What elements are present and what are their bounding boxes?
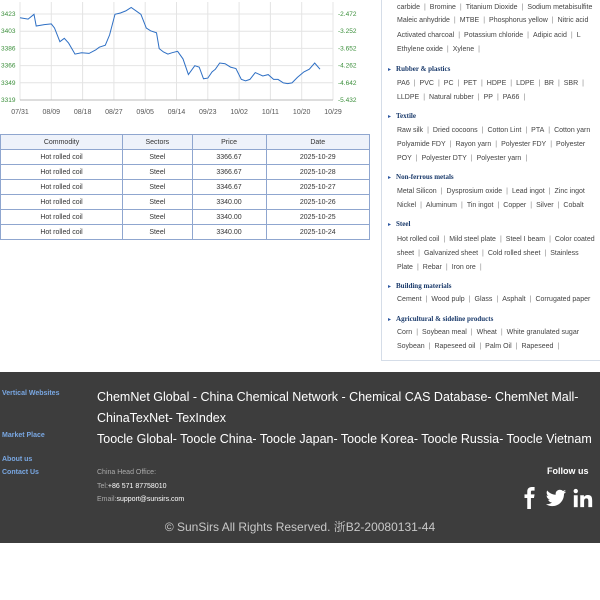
category-item-row: [397, 155, 531, 162]
table-row: [1, 225, 370, 240]
category-item-link[interactable]: Rapeseed: [521, 343, 554, 350]
separator: |: [499, 236, 502, 243]
cell-sector: Steel: [123, 195, 193, 210]
y-right-tick-label: -4.262: [338, 62, 357, 70]
separator: |: [428, 343, 431, 350]
separator: |: [521, 4, 524, 11]
category-item-link[interactable]: Xylene: [452, 46, 475, 53]
separator: |: [470, 329, 473, 336]
site-footer: [0, 372, 600, 543]
separator: |: [483, 17, 486, 24]
separator: |: [478, 46, 480, 53]
table-row: [1, 150, 370, 165]
category-item-link[interactable]: Palm Oil: [485, 343, 512, 350]
category-item-link[interactable]: Tin ingot: [466, 202, 494, 209]
separator: |: [496, 94, 499, 101]
category-item-link[interactable]: BR: [544, 80, 554, 87]
copyright-text: © SunSirs All Rights Reserved. 浙B2-20080131-44: [164, 520, 436, 534]
y-right-tick-label: -3.252: [338, 28, 357, 36]
follow-us-label: Follow us: [547, 466, 589, 476]
col-header-price: Price: [192, 135, 266, 150]
cell-sector: Steel: [123, 150, 193, 165]
separator: |: [458, 32, 461, 39]
separator: |: [557, 202, 560, 209]
x-tick-label: 10/20: [292, 109, 311, 116]
separator: |: [443, 236, 446, 243]
category-item-row: [397, 141, 585, 148]
category-item-link[interactable]: Color coated: [554, 236, 595, 243]
separator: |: [418, 250, 420, 257]
separator: |: [415, 155, 418, 162]
separator: |: [510, 80, 513, 87]
separator: |: [480, 80, 483, 87]
cell-date: 2025-10-29: [266, 150, 369, 165]
category-item-row: [397, 17, 588, 24]
separator: |: [423, 4, 426, 11]
category-item-link[interactable]: LLDPE: [397, 94, 420, 101]
phone-number: +86 571 87758010: [107, 483, 167, 490]
category-item-link[interactable]: POY: [397, 155, 412, 162]
category-item-link[interactable]: Galvanized sheet: [423, 250, 479, 257]
category-item-link[interactable]: Stainless: [550, 250, 579, 257]
cell-commodity[interactable]: Hot rolled coil: [1, 180, 123, 195]
category-item-link[interactable]: Polyester FDY: [501, 141, 547, 148]
category-item-row: [397, 343, 563, 350]
cell-date: 2025-10-27: [266, 180, 369, 195]
category-item-link[interactable]: Bromine: [429, 4, 456, 11]
category-item-link[interactable]: Dysprosium oxide: [446, 188, 503, 195]
category-item-link[interactable]: L: [576, 32, 581, 39]
y-left-tick-label: 3319: [1, 97, 16, 104]
category-item-link[interactable]: SBR: [563, 80, 579, 87]
separator: |: [548, 188, 551, 195]
separator: |: [506, 188, 508, 195]
cell-date: 2025-10-24: [266, 225, 369, 240]
category-item-row: [397, 202, 584, 209]
category-item-link[interactable]: Rapeseed oil: [434, 343, 476, 350]
category-item-link[interactable]: Cold rolled sheet: [487, 250, 541, 257]
category-item-row: [397, 250, 579, 257]
category-item-link[interactable]: Plate: [397, 264, 413, 271]
separator: |: [481, 127, 484, 134]
category-item-row: [397, 296, 590, 303]
category-item-link[interactable]: Cotton yarn: [554, 127, 591, 134]
category-item-link[interactable]: Natural rubber: [429, 94, 474, 101]
category-item-link[interactable]: Wood pulp: [431, 296, 465, 303]
table-row: [1, 165, 370, 180]
category-item-row: [397, 80, 588, 87]
x-tick-label: 07/31: [11, 109, 29, 116]
email-address[interactable]: support@sunsirs.com: [116, 496, 185, 503]
separator: |: [477, 94, 480, 101]
separator: |: [500, 329, 503, 336]
cell-price: 3340.00: [192, 210, 266, 225]
separator: |: [530, 202, 533, 209]
x-tick-label: 08/09: [42, 109, 61, 116]
category-item-link[interactable]: Cotton Lint: [487, 127, 522, 134]
category-item-link[interactable]: Copper: [503, 202, 527, 209]
separator: |: [544, 250, 547, 257]
category-item-link[interactable]: PC: [443, 80, 454, 87]
category-item-link[interactable]: Steel I beam: [505, 236, 546, 243]
category-item-link[interactable]: Hot rolled coil: [397, 236, 440, 243]
separator: |: [523, 94, 526, 101]
cell-price: 3340.00: [192, 195, 266, 210]
separator: |: [413, 80, 416, 87]
category-item-link[interactable]: Phosphorus yellow: [489, 17, 548, 24]
vertical-websites-label: Vertical Websites: [2, 390, 60, 397]
linkedin-icon[interactable]: [572, 487, 594, 509]
separator: |: [427, 127, 429, 134]
y-left-tick-label: 3386: [1, 45, 16, 53]
x-tick-label: 10/29: [324, 109, 342, 116]
x-tick-label: 08/27: [105, 109, 123, 116]
contact-us-link[interactable]: Contact Us: [2, 469, 39, 476]
separator: |: [446, 46, 449, 53]
category-title[interactable]: ▸ Textile: [388, 112, 416, 120]
category-item-link[interactable]: Sodium metabisulfite: [527, 4, 593, 11]
y-left-tick-label: 3349: [1, 79, 16, 87]
head-office-label: China Head Office:: [97, 469, 157, 476]
market-place-label: Market Place: [2, 432, 45, 439]
cell-sector: Steel: [123, 210, 193, 225]
category-item-link[interactable]: LDPE: [516, 80, 535, 87]
separator: |: [416, 329, 419, 336]
category-item-link[interactable]: PET: [463, 80, 477, 87]
col-header-commodity: Commodity: [1, 135, 123, 150]
x-tick-label: 09/05: [136, 109, 154, 116]
table-row: [1, 210, 370, 225]
category-item-link[interactable]: Maleic anhydride: [397, 17, 450, 24]
separator: |: [550, 141, 553, 148]
cell-sector: Steel: [123, 225, 193, 240]
col-header-sectors: Sectors: [123, 135, 193, 150]
category-item-link[interactable]: Polyamide FDY: [397, 141, 446, 148]
table-row: [1, 195, 370, 210]
y-right-tick-label: -4.642: [338, 79, 357, 87]
y-left-tick-label: 3403: [1, 28, 16, 36]
category-item-link[interactable]: HDPE: [486, 80, 507, 87]
category-item-link[interactable]: PP: [483, 94, 493, 101]
twitter-icon[interactable]: [545, 487, 567, 509]
category-item-link[interactable]: Cobalt: [563, 202, 584, 209]
separator: |: [459, 4, 462, 11]
y-left-tick-label: 3423: [1, 11, 16, 18]
category-item-link[interactable]: Dried cocoons: [432, 127, 478, 134]
category-item-link[interactable]: Zinc ingot: [554, 188, 585, 195]
category-item-link[interactable]: Silver: [536, 202, 554, 209]
cell-commodity[interactable]: Hot rolled coil: [1, 165, 123, 180]
y-right-tick-label: -5.432: [338, 97, 357, 104]
category-item-link[interactable]: PVC: [419, 80, 434, 87]
category-title[interactable]: ▸ Non-ferrous metals: [388, 173, 454, 181]
table-row: [1, 180, 370, 195]
cell-price: 3366.67: [192, 165, 266, 180]
category-item-link[interactable]: Rebar: [422, 264, 442, 271]
category-item-link[interactable]: Raw silk: [397, 127, 424, 134]
cell-price: 3346.67: [192, 180, 266, 195]
separator: |: [497, 202, 500, 209]
category-item-link[interactable]: Rayon yarn: [455, 141, 492, 148]
separator: |: [461, 202, 463, 209]
cell-commodity[interactable]: Hot rolled coil: [1, 225, 123, 240]
category-item-link[interactable]: Lead ingot: [511, 188, 545, 195]
category-item-link[interactable]: Potassium chloride: [464, 32, 524, 39]
separator: |: [457, 80, 460, 87]
y-right-tick-label: -3.652: [338, 45, 357, 53]
category-item-link[interactable]: Polyester: [556, 141, 586, 148]
separator: |: [440, 188, 443, 195]
col-header-date: Date: [266, 135, 369, 150]
table-header-row: [1, 135, 370, 150]
category-item-row: [397, 4, 592, 11]
separator: |: [495, 141, 498, 148]
cell-date: 2025-10-25: [266, 210, 369, 225]
category-item-link[interactable]: PA6: [397, 80, 410, 87]
category-item-row: [397, 46, 484, 53]
cell-commodity[interactable]: Hot rolled coil: [1, 210, 123, 225]
cell-price: 3366.67: [192, 150, 266, 165]
category-item-link[interactable]: Mild steel plate: [449, 236, 496, 243]
category-item-link[interactable]: Corn: [397, 329, 413, 336]
separator: |: [437, 80, 440, 87]
vertical-websites-links-2[interactable]: ChinaTexNet- TexIndex: [97, 411, 227, 425]
category-item-link[interactable]: White granulated sugar: [506, 329, 580, 336]
x-tick-label: 09/14: [167, 109, 186, 116]
category-item-row: [397, 329, 579, 336]
category-item-link[interactable]: Corrugated paper: [535, 296, 591, 303]
category-item-link[interactable]: Glass: [474, 296, 493, 303]
category-item-link[interactable]: Metal Silicon: [397, 188, 437, 195]
phone-info: [97, 483, 167, 490]
price-series-line: [20, 8, 320, 84]
separator: |: [557, 343, 560, 350]
cell-price: 3340.00: [192, 225, 266, 240]
category-item-link[interactable]: Soybean: [397, 343, 425, 350]
separator: |: [416, 264, 419, 271]
email-label: Email:: [97, 496, 117, 503]
category-item-link[interactable]: Iron ore: [451, 264, 476, 271]
category-title[interactable]: ▸ Steel: [388, 220, 410, 228]
separator: |: [470, 155, 473, 162]
separator: |: [453, 17, 456, 24]
separator: |: [479, 343, 482, 350]
category-item-link[interactable]: Aluminum: [425, 202, 458, 209]
separator: |: [423, 94, 426, 101]
category-item-row: [397, 32, 581, 39]
category-item-row: [397, 94, 529, 101]
commodity-category-panel: [381, 0, 600, 361]
cell-sector: Steel: [123, 180, 193, 195]
separator: |: [449, 141, 452, 148]
separator: |: [425, 296, 428, 303]
separator: |: [570, 32, 573, 39]
y-right-tick-label: -2.472: [338, 11, 357, 18]
category-item-link[interactable]: Soybean meal: [422, 329, 467, 336]
category-item-link[interactable]: Polyester DTY: [421, 155, 467, 162]
x-tick-label: 10/11: [261, 109, 279, 116]
category-item-link[interactable]: PTA: [531, 127, 545, 134]
email-info: [97, 496, 184, 503]
category-item-link[interactable]: carbide: [397, 4, 420, 11]
y-left-tick-label: 3366: [1, 62, 16, 70]
separator: |: [525, 155, 528, 162]
separator: |: [557, 80, 560, 87]
category-item-link[interactable]: Titanium Dioxide: [465, 4, 518, 11]
price-trend-chart: [0, 0, 375, 125]
separator: |: [582, 80, 584, 87]
separator: |: [548, 127, 551, 134]
facebook-icon[interactable]: [519, 487, 541, 509]
cell-commodity[interactable]: Hot rolled coil: [1, 150, 123, 165]
category-item-row: [397, 127, 590, 134]
separator: |: [515, 343, 518, 350]
x-tick-label: 08/18: [73, 109, 92, 116]
category-item-link[interactable]: Nitric acid: [557, 17, 589, 24]
category-item-link[interactable]: Activated charcoal: [397, 32, 455, 39]
separator: |: [420, 202, 422, 209]
separator: |: [529, 296, 532, 303]
category-item-link[interactable]: Cement: [397, 296, 422, 303]
category-item-link[interactable]: Adipic acid: [533, 32, 567, 39]
category-item-link[interactable]: Polyester yarn: [476, 155, 522, 162]
separator: |: [479, 264, 482, 271]
separator: |: [468, 296, 471, 303]
cell-commodity[interactable]: Hot rolled coil: [1, 195, 123, 210]
category-item-link[interactable]: PA66: [502, 94, 520, 101]
separator: |: [482, 250, 484, 257]
category-item-link[interactable]: Nickel: [397, 202, 417, 209]
cell-sector: Steel: [123, 165, 193, 180]
category-item-link[interactable]: sheet: [397, 250, 415, 257]
separator: |: [538, 80, 541, 87]
market-place-links[interactable]: Toocle Global- Toocle China- Toocle Japan- Toocle Korea- Toocle Russia- Toocle Vietnam: [97, 432, 592, 446]
category-item-link[interactable]: Asphalt: [502, 296, 526, 303]
vertical-websites-links[interactable]: ChemNet Global - China Chemical Network - Chemical CAS Database- ChemNet Mall-: [97, 390, 579, 404]
x-tick-label: 09/23: [199, 109, 217, 116]
category-title[interactable]: ▸ Agricultural & sideline products: [388, 315, 493, 323]
category-item-link[interactable]: Ethylene oxide: [397, 46, 443, 53]
separator: |: [549, 236, 551, 243]
cell-date: 2025-10-26: [266, 195, 369, 210]
cell-date: 2025-10-28: [266, 165, 369, 180]
x-tick-label: 10/02: [230, 109, 248, 116]
category-item-link[interactable]: MTBE: [459, 17, 480, 24]
separator: |: [496, 296, 499, 303]
separator: |: [551, 17, 554, 24]
category-item-link[interactable]: Wheat: [476, 329, 497, 336]
category-item-row: [397, 188, 585, 195]
category-item-row: [397, 264, 486, 271]
category-title[interactable]: ▸ Building materials: [388, 282, 451, 290]
phone-label: Tel:: [97, 483, 108, 490]
separator: |: [445, 264, 448, 271]
separator: |: [525, 127, 528, 134]
about-us-link[interactable]: About us: [2, 456, 33, 463]
separator: |: [527, 32, 529, 39]
category-item-row: [397, 236, 595, 243]
price-chart-area: [0, 0, 375, 125]
category-title[interactable]: ▸ Rubber & plastics: [388, 65, 450, 73]
price-table: [0, 134, 370, 240]
